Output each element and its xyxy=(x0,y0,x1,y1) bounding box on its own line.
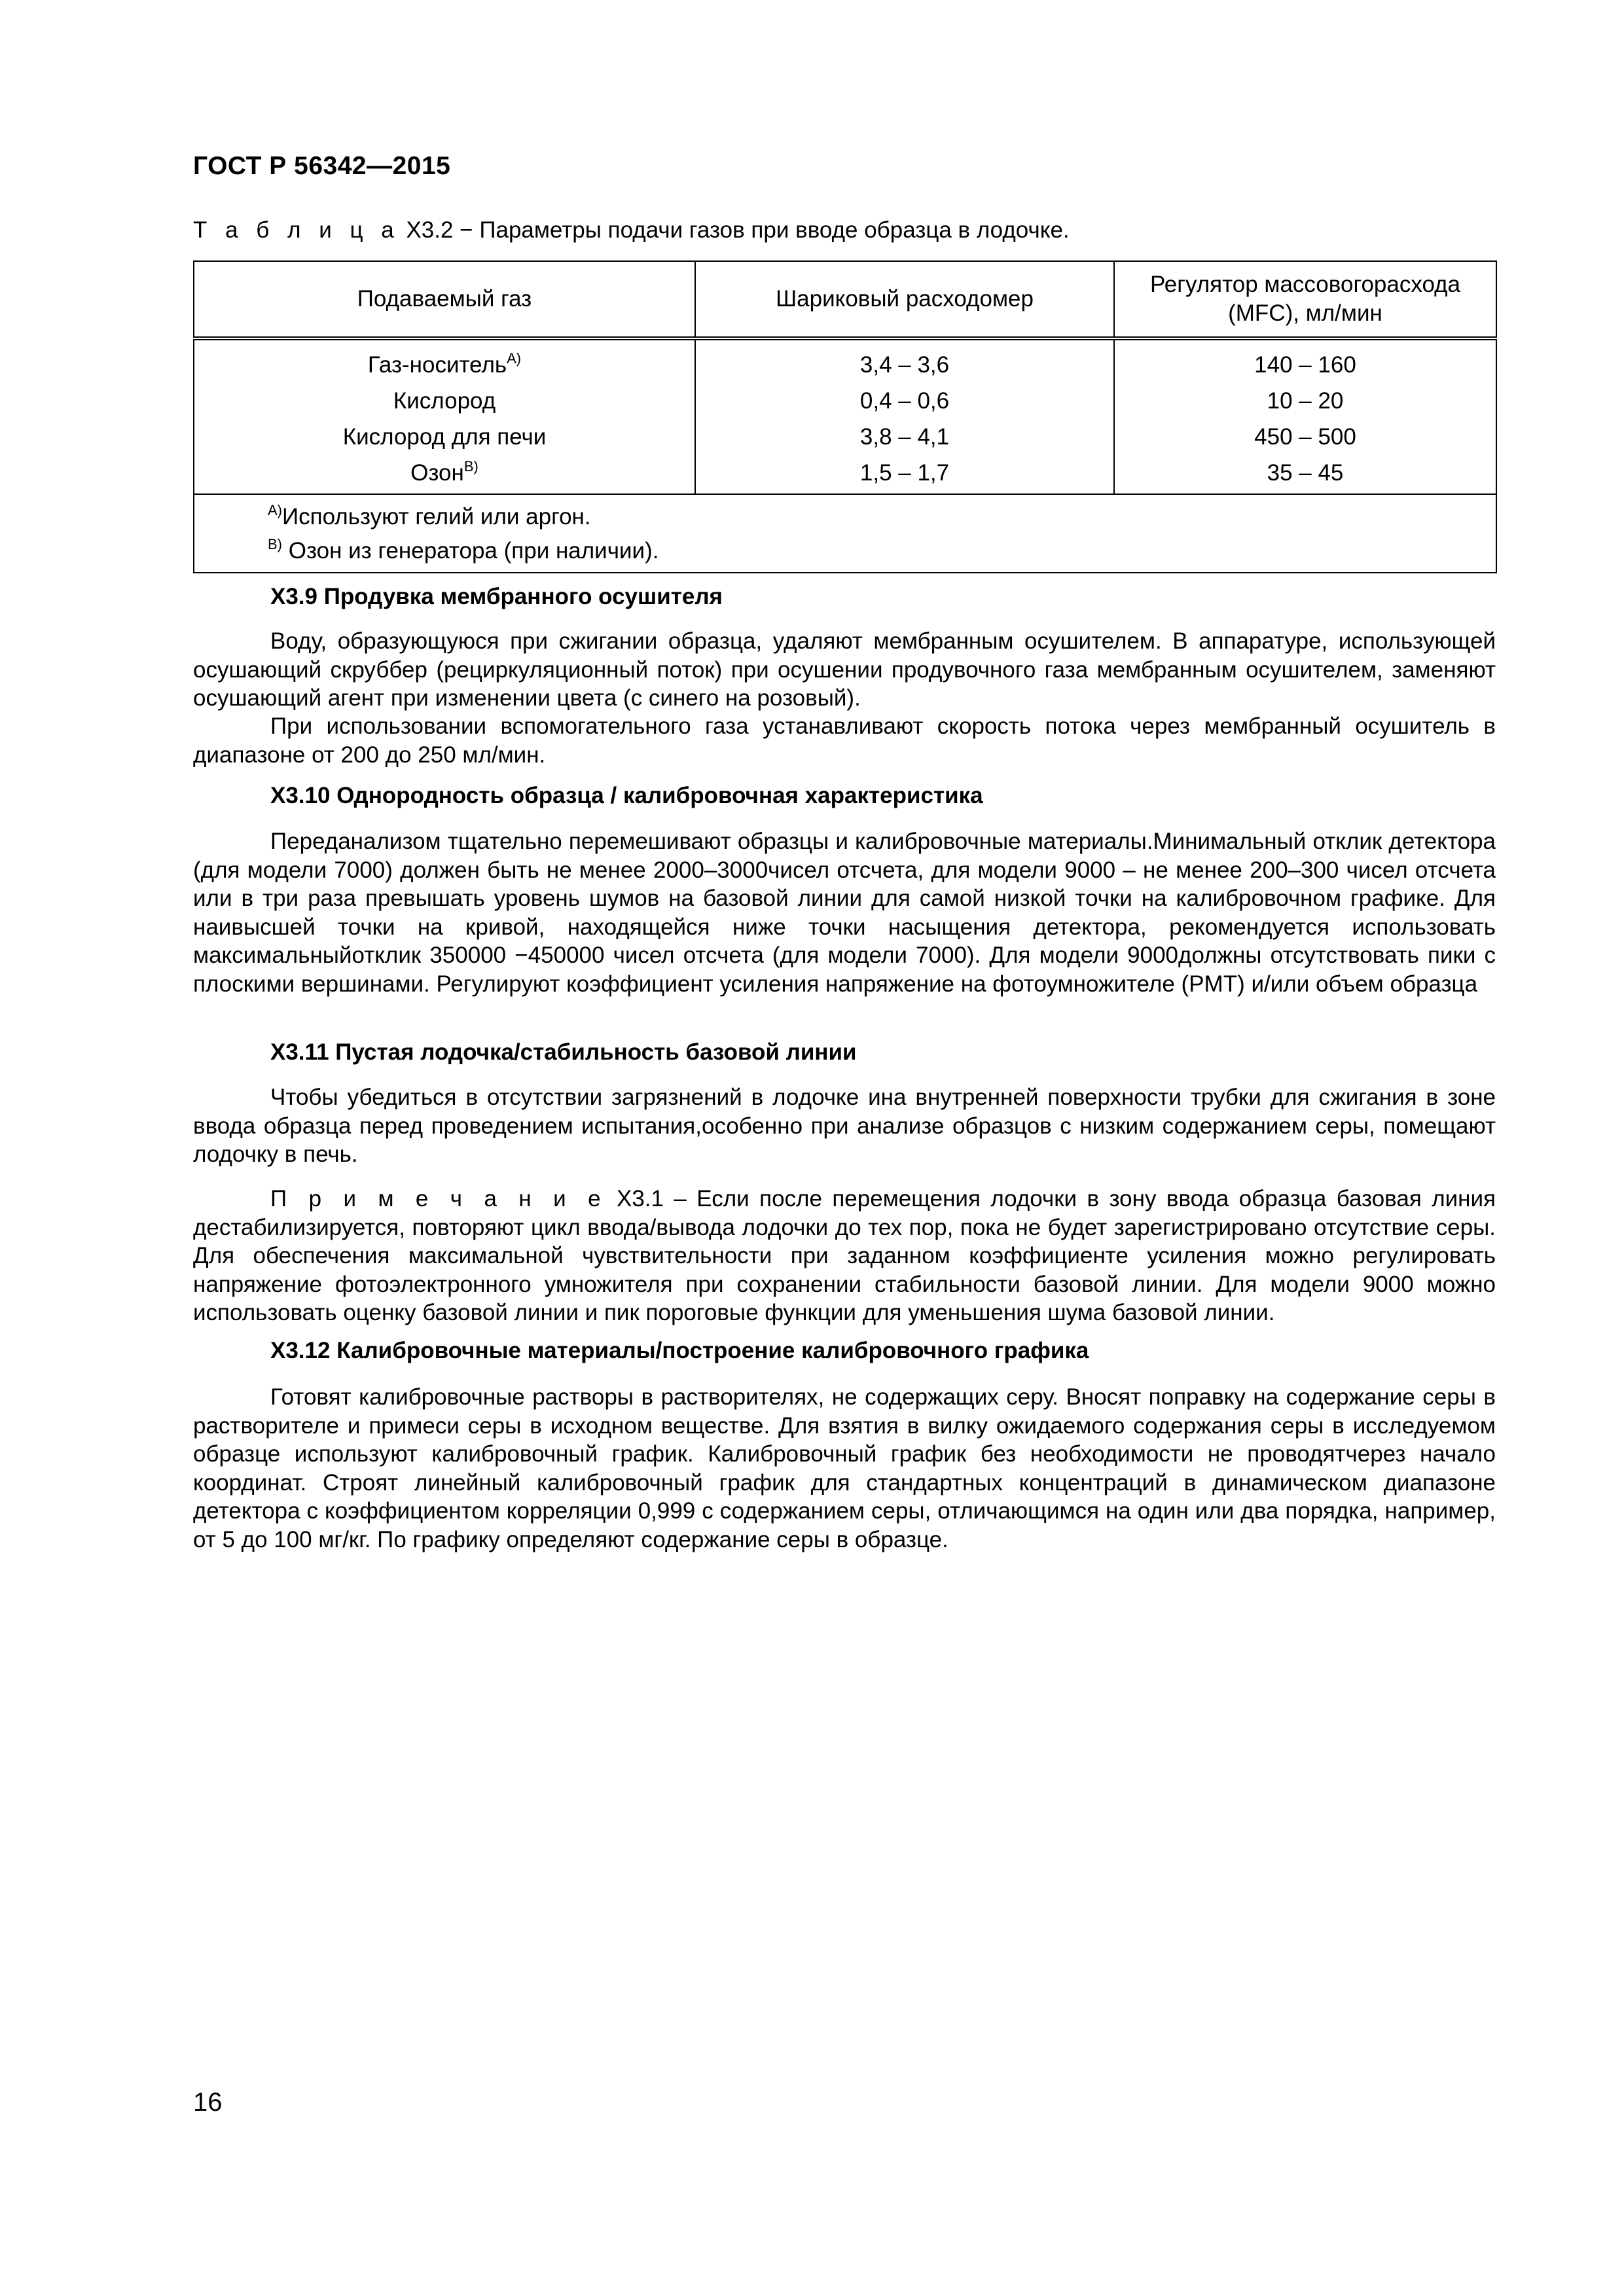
note-text: Х3.1 – Если после перемещения лодочки в зону ввода образца базовая линия дестабилизируется, повторяют цикл ввода/вывода лодочки до тех пор, пока не будет зарегистрировано отсутствие серы. Для обеспечения максимальной чувствительности при заданном коэффициенте усиления можно регулировать напряжение фотоэлектронного умножителя при сохранении стабильности базовой линии. Для модели 9000 можно использовать оценку базовой линии и пик пороговые функции для уменьшения шума базовой линии. xyxy=(193,1186,1496,1325)
table-cell-mfc: 450 – 500 xyxy=(1254,424,1356,450)
table-cell-flowmeter: 1,5 – 1,7 xyxy=(859,460,950,486)
table-cell-flowmeter: 0,4 – 0,6 xyxy=(859,388,950,414)
paragraph: При использовании вспомогательного газа устанавливают скорость потока через мембранный осушитель в диапазоне от 200 до 250 мл/мин. xyxy=(193,713,1496,768)
footnote-ref: B) xyxy=(463,458,478,475)
section-heading-x3-10: Х3.10 Однородность образца / калибровочная характеристика xyxy=(270,783,983,808)
table-cell-mfc: 140 – 160 xyxy=(1254,352,1356,378)
column-header-gas: Подаваемый газ xyxy=(194,261,695,338)
section-heading-x3-12: Х3.12 Калибровочные материалы/построение калибровочного графика xyxy=(270,1338,1089,1363)
section-heading-x3-9: Х3.9 Продувка мембранного осушителя xyxy=(270,584,723,609)
table-cell-gas: Газ-носитель$^{A)}$ xyxy=(367,350,522,378)
column-header-mfc: Регулятор массовогорасхода (MFC), мл/мин xyxy=(1114,261,1496,338)
document-header: ГОСТ Р 56342—2015 xyxy=(193,152,451,180)
flowmeter-column-cell xyxy=(695,338,1114,494)
table-cell-mfc: 10 – 20 xyxy=(1267,388,1344,414)
table-cell-gas: Кислород для печи xyxy=(342,424,547,450)
table-cell-gas: Кислород xyxy=(393,388,496,414)
paragraph: Переданализом тщательно перемешивают образцы и калибровочные материалы.Минимальный отклик детектора (для модели 7000) должен быть не менее 2000–3000чисел отсчета, для модели 9000 – не менее 200–300 чисел отсчета или в три раза превышать уровень шумов на базовой линии для самой низкой точки на калибровочном графике. Для наивысшей точки на кривой, находящейся ниже точки насыщения детектора, рекомендуется использовать максимальныйотклик 350000 −450000 чисел отсчета (для модели 7000). Для модели 9000должны отсутствовать пики с плоскими вершинами. Регулируют коэффициент усиления напряжение на фотоумножителе (PMT) и/или объем образца xyxy=(193,829,1496,997)
paragraph: Воду, образующуюся при сжигании образца, удаляют мембранным осушителем. В аппаратуре, использующей осушающий скруббер (рециркуляционный поток) при осушении продувочного газа мембранным осушителем, заменяют осушающий агент при изменении цвета (с синего на розовый). xyxy=(193,628,1496,711)
table-caption-text: Х3.2 − Параметры подачи газов при вводе образца в лодочке. xyxy=(399,217,1070,243)
table-footnote: $^{B)}$ Озон из генератора (при наличии). xyxy=(268,536,659,564)
table-footnote: $^{A)}$Используют гелий или аргон. xyxy=(268,502,591,529)
gas-parameters-table xyxy=(193,260,1497,573)
section-heading-x3-11: Х3.11 Пустая лодочка/стабильность базовой линии xyxy=(270,1039,857,1065)
column-header-flowmeter: Шариковый расходомер xyxy=(695,261,1114,338)
table-cell-flowmeter: 3,4 – 3,6 xyxy=(859,352,950,378)
table-cell-gas: Озон$^{B)}$ xyxy=(410,458,478,486)
paragraph: Чтобы убедиться в отсутствии загрязнений в лодочке ина внутренней поверхности трубки для сжигания в зоне ввода образца перед проведением испытания,особенно при анализе образцов с низким содержанием серы, помещают лодочку в печь. xyxy=(193,1085,1496,1167)
table-data-row xyxy=(194,338,1496,494)
table-caption xyxy=(193,217,1070,243)
table-header-row xyxy=(194,261,1496,338)
gas-column-cell xyxy=(194,338,695,494)
paragraph: Готовят калибровочные растворы в растворителях, не содержащих серу. Вносят поправку на содержание серы в растворителе и примеси серы в исходном веществе. Для взятия в вилку ожидаемого содержания серы в исследуемом образце используют калибровочный график. Калибровочный график без необходимости не проводятчерез начало координат. Строят линейный калибровочный график для стандартных концентраций в динамическом диапазоне детектора с коэффициентом корреляции 0,999 с содержанием серы, отличающимся на один или два порядка, например, от 5 до 100 мг/кг. По графику определяют содержание серы в образце. xyxy=(193,1384,1496,1552)
table-cell-mfc: 35 – 45 xyxy=(1267,460,1344,486)
note-paragraph xyxy=(193,1185,1496,1327)
table-caption-label: Т а б л и ц а xyxy=(193,217,400,243)
page-number: 16 xyxy=(193,2088,223,2117)
footnote-ref: A) xyxy=(507,350,522,367)
table-footnotes xyxy=(194,494,1496,573)
table-footnote-row xyxy=(194,494,1496,573)
note-label: П р и м е ч а н и е xyxy=(270,1186,607,1211)
table-cell-flowmeter: 3,8 – 4,1 xyxy=(859,424,950,450)
mfc-column-cell xyxy=(1114,338,1496,494)
